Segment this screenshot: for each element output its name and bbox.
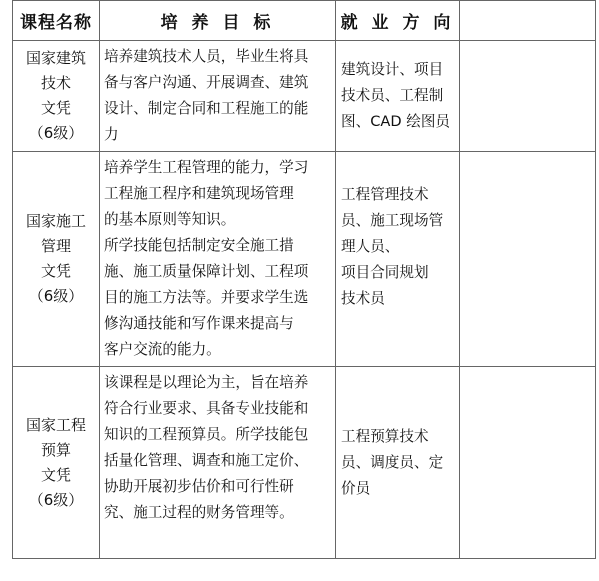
goal-line: 备与客户沟通、开展调查、建筑 xyxy=(104,74,309,91)
header-training-goal: 培 养 目 标 xyxy=(100,1,336,41)
career-direction-cell xyxy=(336,152,460,367)
table-row xyxy=(13,152,596,367)
course-name-cell xyxy=(13,41,100,152)
goal-line: 协助开展初步估价和可行性研 xyxy=(104,478,294,495)
goal-line: 目的施工方法等。并要求学生选 xyxy=(104,289,309,306)
course-name-line: 技术 xyxy=(40,74,71,92)
training-goal-cell xyxy=(100,367,336,559)
goal-line: 培养学生工程管理的能力，学习 xyxy=(104,159,309,176)
course-table xyxy=(12,0,596,559)
career-line: 理人员、 xyxy=(341,238,400,255)
course-name-line: 国家工程 xyxy=(25,415,86,434)
career-line: 图、CAD 绘图员 xyxy=(341,113,451,130)
course-name-line: （6级） xyxy=(28,124,84,142)
empty-cell xyxy=(460,41,596,152)
goal-line: 知识的工程预算员。所学技能包 xyxy=(104,426,309,443)
course-name-line: 文凭 xyxy=(40,99,71,117)
empty-cell xyxy=(460,152,596,367)
header-career-direction: 就 业 方 向 xyxy=(336,1,460,41)
career-line: 技术员、工程制 xyxy=(341,87,444,104)
goal-line: 的基本原则等知识。 xyxy=(104,211,236,228)
course-name-line: （6级） xyxy=(28,490,84,509)
career-line: 建筑设计、项目 xyxy=(341,61,444,78)
header-empty xyxy=(460,1,596,41)
career-line: 技术员 xyxy=(341,290,385,307)
goal-line: 所学技能包括制定安全施工措 xyxy=(104,237,294,254)
table-header-row xyxy=(13,1,596,41)
goal-line: 究、施工过程的财务管理等。 xyxy=(104,504,294,521)
goal-line: 施、施工质量保障计划、工程项 xyxy=(104,263,309,280)
course-name-line: 管理 xyxy=(40,237,71,255)
career-line: 项目合同规划 xyxy=(341,264,429,281)
course-name-line: 国家建筑 xyxy=(25,49,86,67)
career-line: 价员 xyxy=(341,479,371,497)
training-goal-cell xyxy=(100,41,336,152)
career-line: 员、施工现场管 xyxy=(341,212,444,229)
goal-line: 力 xyxy=(104,126,119,143)
goal-line: 培养建筑技术人员，毕业生将具 xyxy=(104,48,309,65)
course-name-line: 国家施工 xyxy=(25,212,86,230)
goal-line: 括量化管理、调查和施工定价、 xyxy=(104,452,309,469)
course-name-line: 文凭 xyxy=(40,262,71,280)
empty-cell xyxy=(460,367,596,559)
career-line: 工程预算技术 xyxy=(341,427,429,445)
goal-line: 该课程是以理论为主，旨在培养 xyxy=(104,374,309,391)
training-goal-cell xyxy=(100,152,336,367)
header-course-name: 课程名称 xyxy=(13,1,100,41)
goal-line: 修沟通技能和写作课来提高与 xyxy=(104,315,294,332)
goal-line: 设计、制定合同和工程施工的能 xyxy=(104,100,309,117)
goal-line: 工程施工程序和建筑现场管理 xyxy=(104,185,294,202)
career-line: 工程管理技术 xyxy=(341,186,429,203)
course-name-line: 文凭 xyxy=(40,465,71,484)
goal-line: 符合行业要求、具备专业技能和 xyxy=(104,400,309,417)
course-name-cell xyxy=(13,152,100,367)
goal-line: 客户交流的能力。 xyxy=(104,341,221,358)
course-name-line: 预算 xyxy=(40,440,71,459)
table-row xyxy=(13,367,596,559)
career-direction-cell xyxy=(336,41,460,152)
career-direction-cell xyxy=(336,367,460,559)
course-name-line: （6级） xyxy=(28,287,84,305)
table-row xyxy=(13,41,596,152)
course-name-cell xyxy=(13,367,100,559)
career-line: 员、调度员、定 xyxy=(341,453,444,471)
